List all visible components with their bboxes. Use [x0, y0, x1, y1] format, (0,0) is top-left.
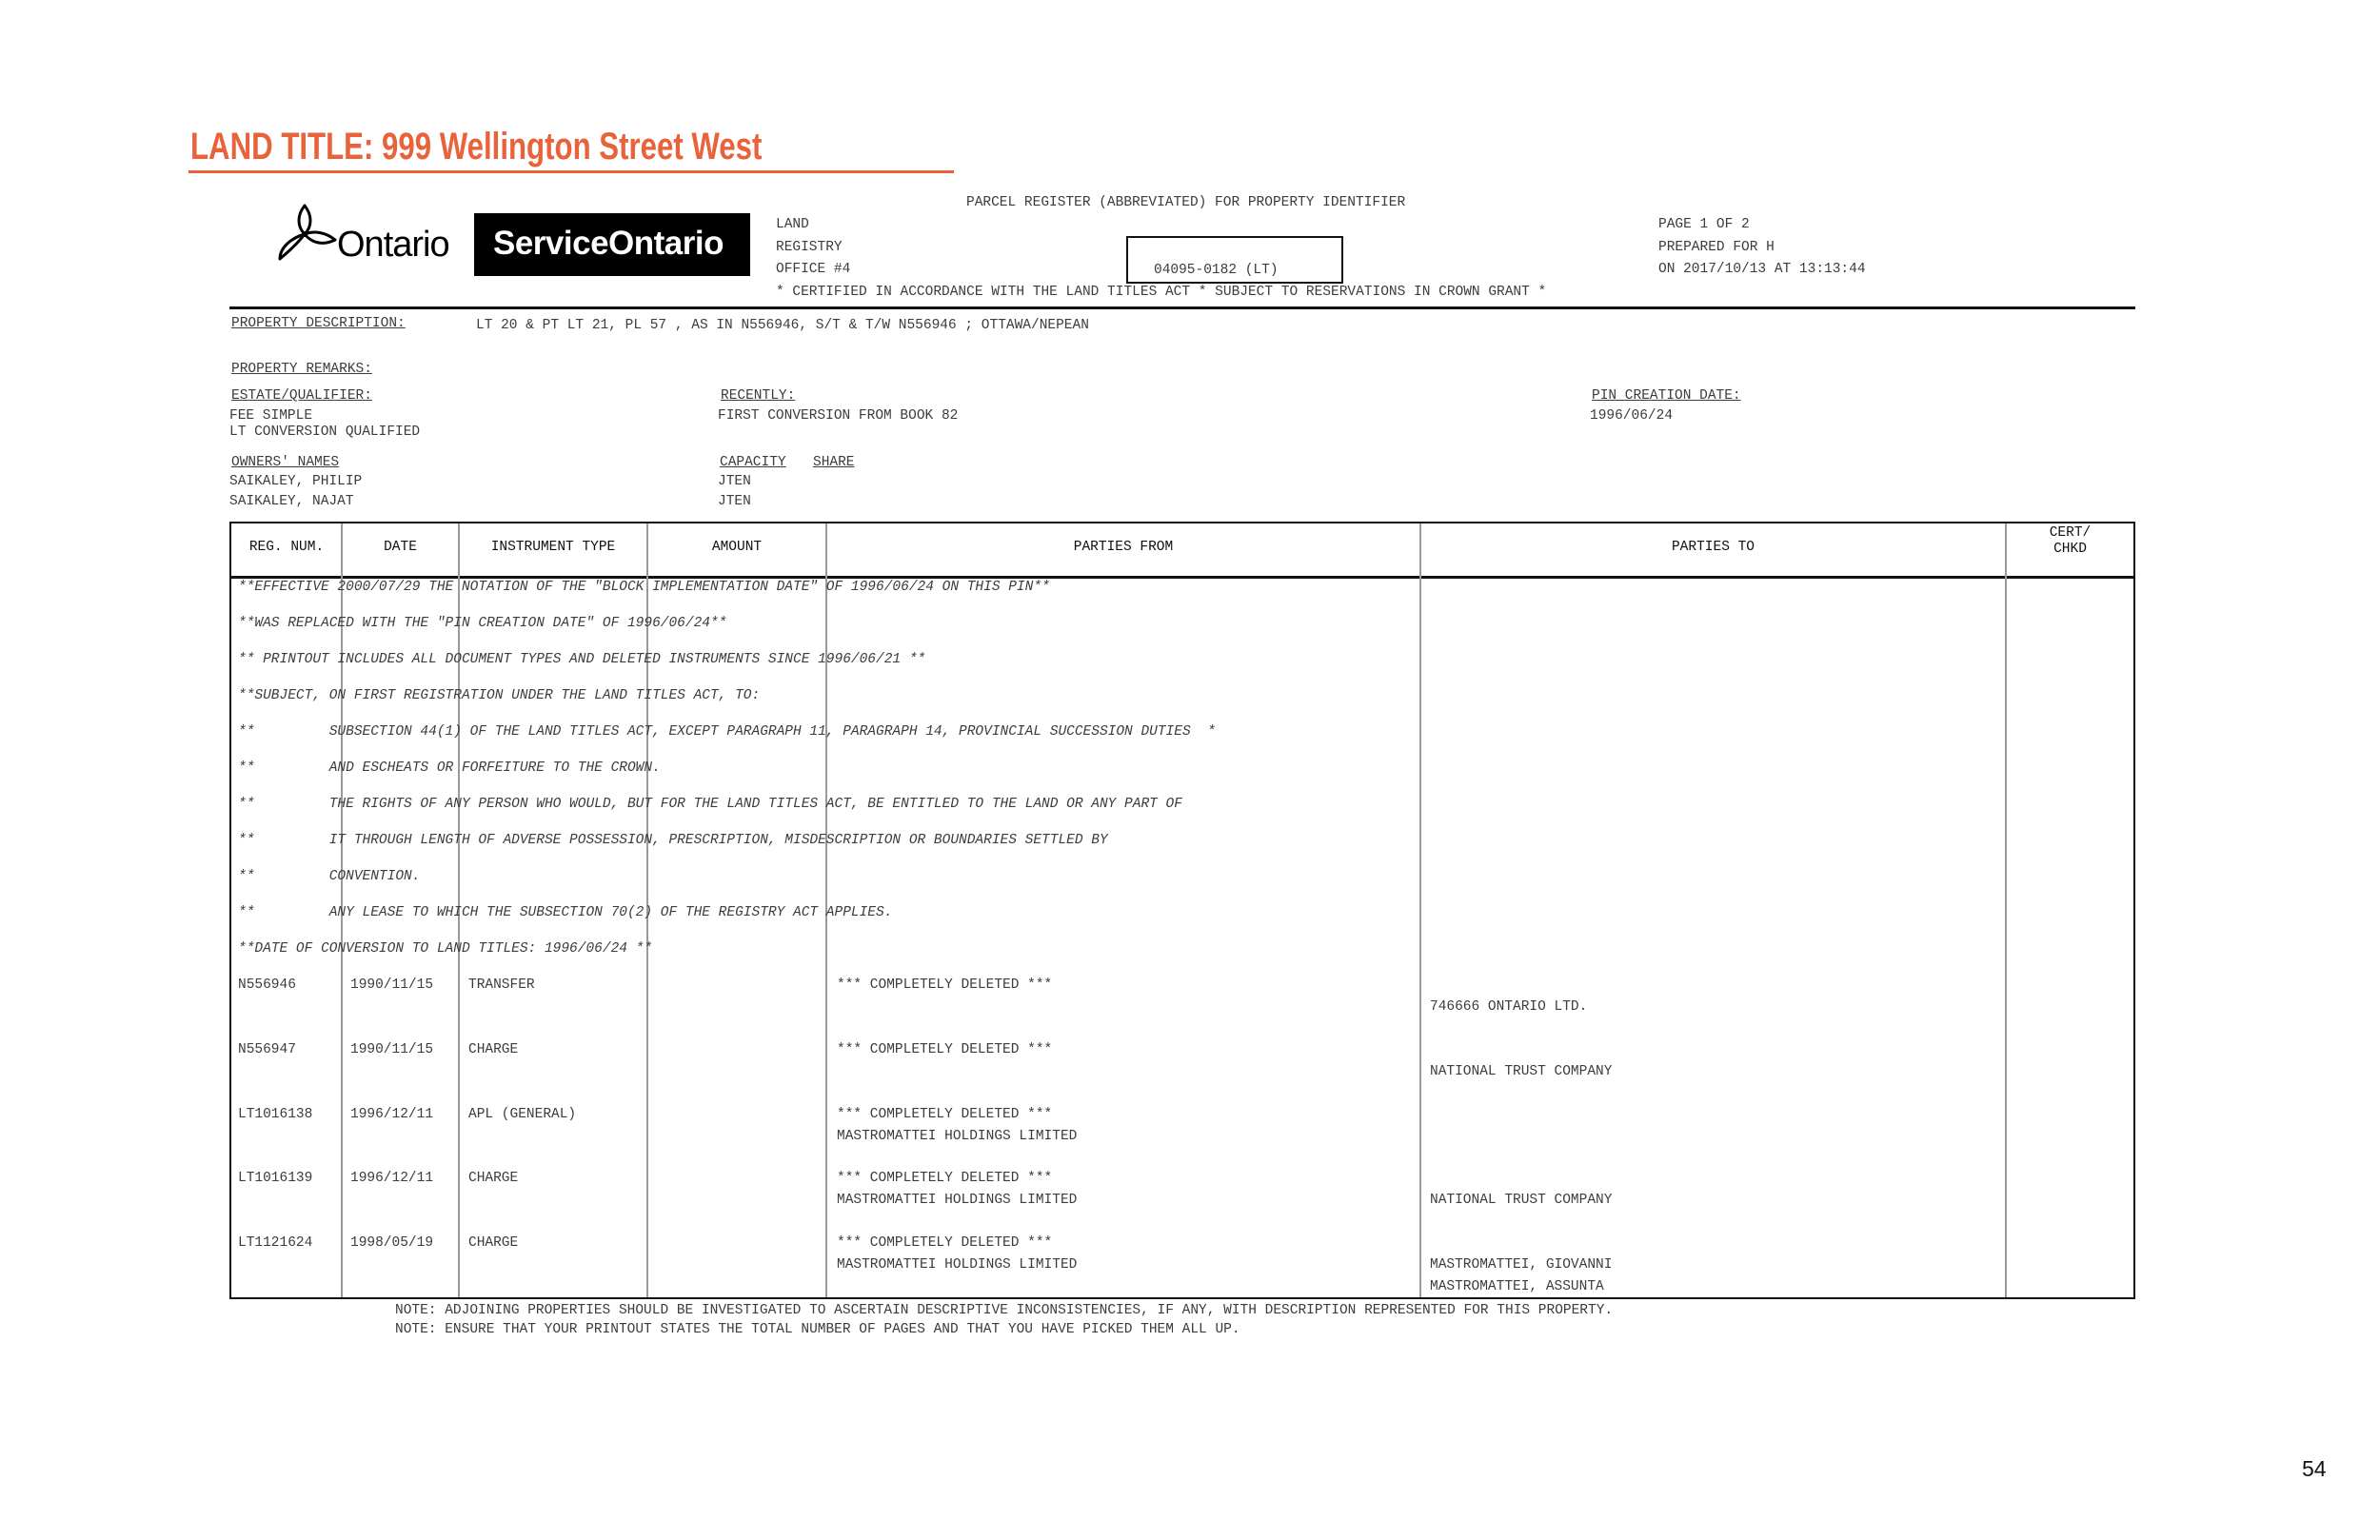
instrument-type: CHARGE	[468, 1042, 519, 1057]
register-note: ** SUBSECTION 44(1) OF THE LAND TITLES ACT, EXCEPT PARAGRAPH 11, PARAGRAPH 14, PROVINCIAL SUCCESSION DUTIES *	[238, 724, 1216, 740]
header-amount: AMOUNT	[711, 540, 763, 555]
pin-creation-value: 1996/06/24	[1590, 408, 1674, 424]
header-divider	[229, 306, 2135, 309]
footer-note: NOTE: ADJOINING PROPERTIES SHOULD BE INVESTIGATED TO ASCERTAIN DESCRIPTIVE INCONSISTENCIES, IF ANY, WITH DESCRIPTION REPRESENTED FOR THIS PROPERTY.	[395, 1303, 1614, 1318]
header-chkd: CHKD	[2053, 542, 2087, 557]
register-note: **WAS REPLACED WITH THE "PIN CREATION DATE" OF 1996/06/24**	[238, 616, 727, 631]
owner-capacity: JTEN	[718, 494, 751, 509]
prepared-for: PREPARED FOR H	[1658, 240, 1775, 255]
reg-date: 1998/05/19	[350, 1235, 434, 1251]
parties-to: NATIONAL TRUST COMPANY	[1430, 1193, 1613, 1208]
pin-creation-label: PIN CREATION DATE:	[1592, 388, 1741, 404]
office-line-1: LAND	[776, 217, 809, 232]
capacity-label: CAPACITY	[720, 455, 786, 470]
parties-from: *** COMPLETELY DELETED ***	[837, 1171, 1053, 1186]
parties-from: MASTROMATTEI HOLDINGS LIMITED	[837, 1193, 1078, 1208]
instrument-type: TRANSFER	[468, 977, 535, 993]
instrument-type: APL (GENERAL)	[468, 1107, 577, 1122]
property-remarks-label: PROPERTY REMARKS:	[231, 362, 372, 377]
estate-label: ESTATE/QUALIFIER:	[231, 388, 372, 404]
register-note: ** AND ESCHEATS OR FORFEITURE TO THE CROWN.	[238, 760, 661, 776]
property-identifier: 04095-0182 (LT)	[1154, 263, 1279, 278]
share-label: SHARE	[813, 455, 855, 470]
column-divider	[2005, 523, 2007, 1297]
reg-num: N556947	[238, 1042, 296, 1057]
register-note: ** PRINTOUT INCLUDES ALL DOCUMENT TYPES AND DELETED INSTRUMENTS SINCE 1996/06/21 **	[238, 652, 926, 667]
owners-label: OWNERS' NAMES	[231, 455, 340, 470]
instrument-type: CHARGE	[468, 1171, 519, 1186]
service-ontario-wordmark: ServiceOntario	[493, 225, 724, 262]
parties-from: *** COMPLETELY DELETED ***	[837, 1107, 1053, 1122]
column-divider	[1419, 523, 1421, 1297]
reg-num: N556946	[238, 977, 296, 993]
parties-to: NATIONAL TRUST COMPANY	[1430, 1064, 1613, 1079]
header-instrument-type: INSTRUMENT TYPE	[490, 540, 616, 555]
register-note: ** IT THROUGH LENGTH OF ADVERSE POSSESSION, PRESCRIPTION, MISDESCRIPTION OR BOUNDARIES SETTLED BY	[238, 833, 1108, 848]
parties-to: 746666 ONTARIO LTD.	[1430, 999, 1588, 1015]
parties-to: MASTROMATTEI, GIOVANNI	[1430, 1257, 1613, 1273]
recently-label: RECENTLY:	[721, 388, 796, 404]
estate-value-2: LT CONVERSION QUALIFIED	[229, 424, 421, 440]
reg-date: 1990/11/15	[350, 1042, 434, 1057]
parties-from: *** COMPLETELY DELETED ***	[837, 1235, 1053, 1251]
certification-statement: * CERTIFIED IN ACCORDANCE WITH THE LAND TITLES ACT * SUBJECT TO RESERVATIONS IN CROWN GRANT *	[776, 285, 1547, 300]
header-date: DATE	[384, 540, 417, 555]
register-note: **DATE OF CONVERSION TO LAND TITLES: 1996/06/24 **	[238, 941, 653, 957]
estate-value-1: FEE SIMPLE	[229, 408, 313, 424]
property-description-label: PROPERTY DESCRIPTION:	[231, 316, 406, 331]
header-parties-from: PARTIES FROM	[1073, 540, 1174, 555]
instrument-type: CHARGE	[468, 1235, 519, 1251]
ontario-wordmark: Ontario	[337, 225, 449, 265]
header-reg-num: REG. NUM.	[248, 540, 325, 555]
recently-value: FIRST CONVERSION FROM BOOK 82	[718, 408, 959, 424]
service-ontario-logo	[276, 200, 752, 276]
header-cert: CERT/	[2049, 525, 2092, 541]
owner-name: SAIKALEY, NAJAT	[229, 494, 354, 509]
office-line-3: OFFICE #4	[776, 262, 851, 277]
footer-note: NOTE: ENSURE THAT YOUR PRINTOUT STATES THE TOTAL NUMBER OF PAGES AND THAT YOU HAVE PICKED THEM ALL UP.	[395, 1322, 1240, 1337]
page-info: PAGE 1 OF 2	[1658, 217, 1750, 232]
header-parties-to: PARTIES TO	[1671, 540, 1755, 555]
page-title: LAND TITLE: 999 Wellington Street West	[190, 126, 763, 168]
register-note: ** ANY LEASE TO WHICH THE SUBSECTION 70(2) OF THE REGISTRY ACT APPLIES.	[238, 905, 893, 920]
trillium-icon	[276, 202, 339, 265]
owner-name: SAIKALEY, PHILIP	[229, 474, 363, 489]
parties-to: MASTROMATTEI, ASSUNTA	[1430, 1279, 1604, 1294]
parties-from: *** COMPLETELY DELETED ***	[837, 1042, 1053, 1057]
reg-num: LT1016138	[238, 1107, 313, 1122]
register-title: PARCEL REGISTER (ABBREVIATED) FOR PROPERTY IDENTIFIER	[966, 195, 1406, 210]
register-note: ** CONVENTION.	[238, 869, 421, 884]
service-ontario-badge	[474, 213, 750, 276]
prepared-on: ON 2017/10/13 AT 13:13:44	[1658, 262, 1866, 277]
reg-date: 1996/12/11	[350, 1107, 434, 1122]
reg-num: LT1121624	[238, 1235, 313, 1251]
reg-date: 1990/11/15	[350, 977, 434, 993]
title-underline	[188, 170, 954, 173]
register-note: **EFFECTIVE 2000/07/29 THE NOTATION OF THE "BLOCK IMPLEMENTATION DATE" OF 1996/06/24 ON THIS PIN**	[238, 580, 1050, 595]
register-note: **SUBJECT, ON FIRST REGISTRATION UNDER THE LAND TITLES ACT, TO:	[238, 688, 761, 703]
page-number: 54	[2302, 1456, 2327, 1481]
property-description: LT 20 & PT LT 21, PL 57 , AS IN N556946, S/T & T/W N556946 ; OTTAWA/NEPEAN	[476, 318, 1089, 333]
register-note: ** THE RIGHTS OF ANY PERSON WHO WOULD, BUT FOR THE LAND TITLES ACT, BE ENTITLED TO THE LAND OR ANY PART OF	[238, 797, 1182, 812]
owner-capacity: JTEN	[718, 474, 751, 489]
parties-from: *** COMPLETELY DELETED ***	[837, 977, 1053, 993]
reg-num: LT1016139	[238, 1171, 313, 1186]
reg-date: 1996/12/11	[350, 1171, 434, 1186]
office-line-2: REGISTRY	[776, 240, 843, 255]
parties-from: MASTROMATTEI HOLDINGS LIMITED	[837, 1257, 1078, 1273]
parties-from: MASTROMATTEI HOLDINGS LIMITED	[837, 1129, 1078, 1144]
